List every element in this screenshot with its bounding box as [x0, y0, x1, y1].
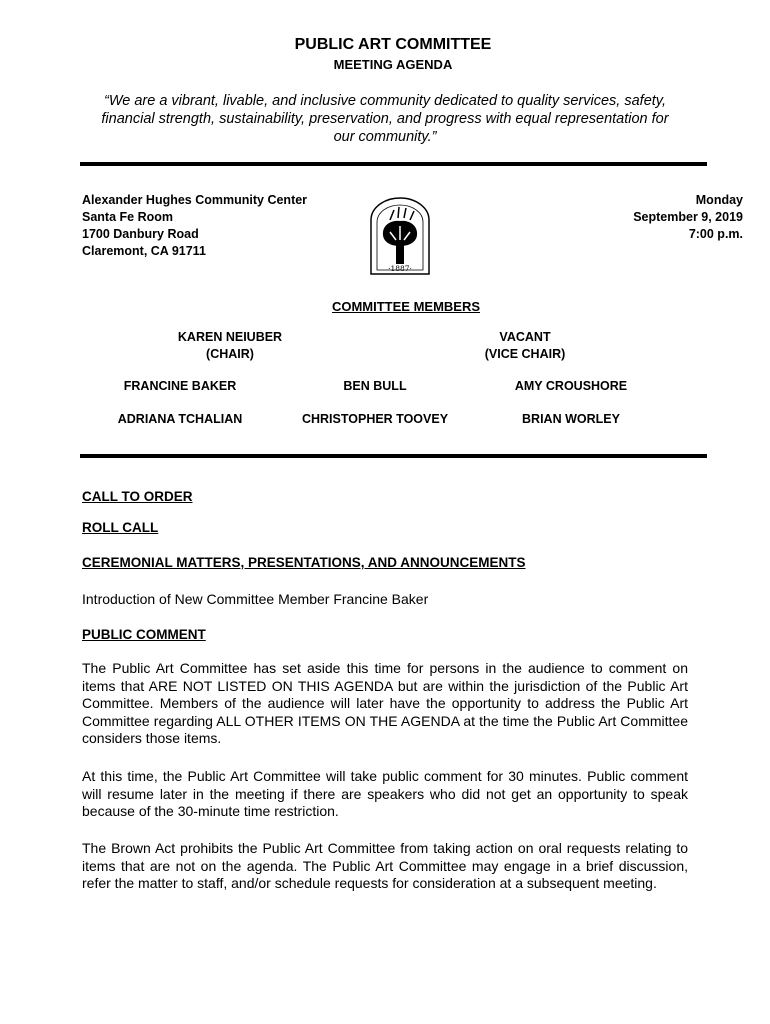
meeting-time: 7:00 p.m. — [688, 227, 743, 241]
meeting-location — [82, 192, 307, 260]
location-line: Santa Fe Room — [82, 210, 173, 224]
public-comment-paragraph: The Public Art Committee has set aside this time for persons in the audience to comment on items that ARE NOT LISTED ON THIS AGENDA but are within the jurisdiction of the Public Art Committee. Members of the audience will later have the opportunity to address the Public Art Committee regarding ALL OTHER ITEMS ON THE AGENDA at the time the Public Art Committee considers those items. — [82, 660, 688, 747]
location-line: Alexander Hughes Community Center — [82, 193, 308, 207]
meeting-date: September 9, 2019 — [633, 210, 743, 224]
ceremonial-heading: CEREMONIAL MATTERS, PRESENTATIONS, AND ANNOUNCEMENTS — [82, 555, 526, 570]
member-name: KAREN NEIUBER — [177, 330, 283, 344]
committee-members-heading: COMMITTEE MEMBERS — [331, 299, 481, 314]
document-title: PUBLIC ART COMMITTEE — [294, 36, 492, 53]
call-to-order-heading: CALL TO ORDER — [82, 489, 193, 504]
top-divider — [80, 162, 707, 166]
roll-call-heading: ROLL CALL — [82, 520, 159, 535]
public-comment-paragraph: At this time, the Public Art Committee will take public comment for 30 minutes. Public comment will resume later in the meeting if there are speakers who did not get an opportunity to speak because of the 30-minute time restriction. — [82, 768, 688, 820]
mission-statement: “We are a vibrant, livable, and inclusive community dedicated to quality services, safety, financial strength, sustainability, preservation, and progress with equal representation for our community.” — [101, 93, 669, 145]
member-role: (CHAIR) — [206, 347, 254, 361]
member-name: AMY CROUSHORE — [514, 379, 628, 393]
meeting-datetime — [633, 192, 743, 243]
chair-member — [150, 329, 310, 363]
member-name: BRIAN WORLEY — [522, 412, 620, 426]
seal-year: ·1887· — [388, 264, 412, 273]
meeting-day: Monday — [695, 193, 743, 207]
public-comment-paragraph: The Brown Act prohibits the Public Art Committee from taking action on oral requests relating to items that are not on the agenda. The Public Art Committee may engage in a brief discussion, refer the matter to staff, and/or schedule requests for consideration at a subsequent meeting. — [82, 840, 688, 892]
location-line: 1700 Danbury Road — [82, 227, 199, 241]
member-name: ADRIANA TCHALIAN — [117, 412, 243, 426]
location-line: Claremont, CA 91711 — [82, 244, 206, 258]
document-subtitle: MEETING AGENDA — [333, 57, 453, 72]
member-name: VACANT — [499, 330, 551, 344]
city-seal-logo — [368, 196, 432, 276]
public-comment-heading: PUBLIC COMMENT — [82, 627, 206, 642]
member-name: FRANCINE BAKER — [123, 379, 237, 393]
member-role: (VICE CHAIR) — [484, 347, 566, 361]
member-name: BEN BULL — [343, 379, 407, 393]
members-divider — [80, 454, 707, 458]
member-name: CHRISTOPHER TOOVEY — [301, 412, 449, 426]
vice-chair-member — [445, 329, 605, 363]
ceremonial-item: Introduction of New Committee Member Francine Baker — [82, 591, 429, 607]
